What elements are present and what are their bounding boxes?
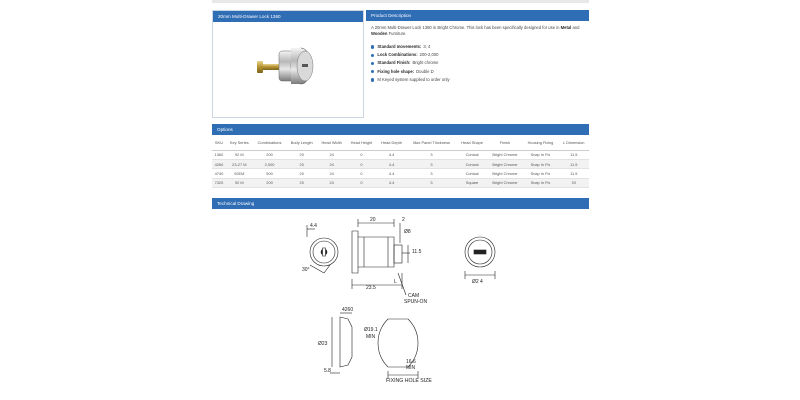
column-header: Key Series (226, 137, 253, 150)
table-cell: 3 (406, 178, 456, 187)
column-header: Finish (487, 137, 522, 150)
feature-item: Lock Combinations: 200-2,000 (371, 51, 583, 59)
table-cell: Conical (457, 159, 488, 168)
options-header-row (212, 137, 589, 150)
dim-label: 20 (370, 217, 376, 223)
table-cell: 200 (253, 178, 286, 187)
dim-label: 16.6 (406, 359, 416, 365)
column-header: Head Shape (457, 137, 488, 150)
table-cell: 23-27 M (226, 159, 253, 168)
dim-label: 5.8 (324, 368, 331, 374)
drawing-caption: FIXING HOLE SIZE (386, 378, 432, 384)
dim-label: SPUN-ON (404, 299, 428, 305)
bullet-icon (371, 62, 374, 65)
table-cell: 4.4 (377, 178, 407, 187)
table-cell: Snap In Fix (523, 159, 559, 168)
front-view (307, 225, 338, 273)
table-cell: 0 (346, 169, 377, 178)
end-view (465, 237, 495, 279)
table-cell: 4.4 (377, 159, 407, 168)
table-cell: 11.5 (558, 159, 589, 168)
table-row (212, 169, 589, 178)
product-description: A 20mm Multi-Drawer Lock 1360 in Bright Chrome. This lock has been specifically designed for use in Metal and Wooden Furniture. (371, 25, 580, 36)
dim-label: 11.5 (412, 249, 422, 255)
table-cell: 92 M (226, 150, 253, 159)
table-cell: 20 (286, 169, 317, 178)
options-title: Options (212, 124, 589, 135)
table-cell: 24 (317, 150, 346, 159)
table-cell: 20 (558, 178, 589, 187)
table-cell: 4.4 (377, 150, 407, 159)
dim-label: CAM (408, 293, 420, 299)
table-cell: Conical (457, 150, 488, 159)
table-cell: Bright Chrome (487, 159, 522, 168)
top-divider (212, 0, 589, 3)
table-cell: Bright Chrome (487, 150, 522, 159)
dim-label: Ø23 (318, 341, 328, 347)
table-cell: 3 (406, 169, 456, 178)
description-panel (366, 10, 589, 118)
table-cell: 200 (253, 150, 286, 159)
table-cell: Snap In Fix (523, 169, 559, 178)
table-row (212, 150, 589, 159)
description-panel-title: Product Description (366, 10, 589, 21)
bullet-icon (371, 78, 374, 81)
table-cell: 24 (317, 178, 346, 187)
table-cell: 0 (346, 159, 377, 168)
table-cell: Bright Chrome (487, 178, 522, 187)
column-header: L Dimension (558, 137, 589, 150)
dim-label: MIN (366, 334, 376, 340)
dim-label: 30° (302, 267, 310, 273)
table-cell: Conical (457, 169, 488, 178)
dim-label: MIN (406, 365, 416, 371)
technical-drawing-title: Technical Drawing (212, 198, 589, 209)
dim-label: L (394, 279, 397, 285)
column-header: Housing Fixing (523, 137, 559, 150)
table-row (212, 178, 589, 187)
table-cell: 24 (317, 169, 346, 178)
column-header: SKU (212, 137, 226, 150)
options-table (212, 137, 589, 188)
feature-item: Standard movements: 3, 4 (371, 43, 583, 51)
table-cell: 3 (406, 150, 456, 159)
dim-label: Ø2 4 (472, 279, 483, 285)
table-cell: Square (457, 178, 488, 187)
dim-label: 4260 (342, 307, 354, 313)
table-cell: 11.5 (558, 169, 589, 178)
feature-list (371, 43, 583, 84)
table-cell: 0 (346, 178, 377, 187)
column-header: Head Depth (377, 137, 407, 150)
table-cell: 4740 (212, 169, 226, 178)
table-cell: 24 (317, 159, 346, 168)
housing-profile (330, 313, 352, 373)
table-cell: 4.4 (377, 169, 407, 178)
feature-item: Fixing hole shape: Double D (371, 68, 583, 76)
table-cell: Snap In Fix (523, 178, 559, 187)
feature-item: M Keyed system supplied to order only (371, 76, 583, 84)
side-view (352, 219, 410, 295)
table-cell: 0 (346, 150, 377, 159)
dim-label: 2 (402, 217, 405, 223)
column-header: Head Width (317, 137, 346, 150)
table-cell: 20 (286, 150, 317, 159)
table-cell: 92EM (226, 169, 253, 178)
technical-drawing (212, 207, 589, 400)
product-sheet (212, 0, 589, 400)
bullet-icon (371, 70, 374, 73)
table-cell: 500 (253, 169, 286, 178)
table-cell: 92 M (226, 178, 253, 187)
column-header: Combinations (253, 137, 286, 150)
table-cell: 3 (406, 159, 456, 168)
dim-label: 23.5 (366, 285, 376, 291)
feature-item: Standard Finish: Bright chrome (371, 59, 583, 67)
column-header: Body Length (286, 137, 317, 150)
table-cell: 4260 (212, 159, 226, 168)
column-header: Max Panel Thickness (406, 137, 456, 150)
product-image-panel (212, 10, 364, 118)
table-cell: Snap In Fix (523, 150, 559, 159)
dim-label: Ø8 (404, 229, 411, 235)
table-row (212, 159, 589, 168)
table-cell: 7320 (212, 178, 226, 187)
dim-label: 4.4 (310, 223, 317, 229)
lock-product-image (253, 34, 333, 94)
table-cell: 2,000 (253, 159, 286, 168)
table-cell: 20 (286, 159, 317, 168)
bullet-icon (371, 54, 374, 57)
product-panel-title: 20mm Multi-Drawer Lock 1360 (213, 11, 363, 22)
bullet-icon (371, 45, 374, 48)
table-cell: 20 (286, 178, 317, 187)
table-cell: 1360 (212, 150, 226, 159)
dim-label: Ø19.1 (364, 327, 378, 333)
table-cell: Bright Chrome (487, 169, 522, 178)
table-cell: 11.5 (558, 150, 589, 159)
column-header: Head Height (346, 137, 377, 150)
